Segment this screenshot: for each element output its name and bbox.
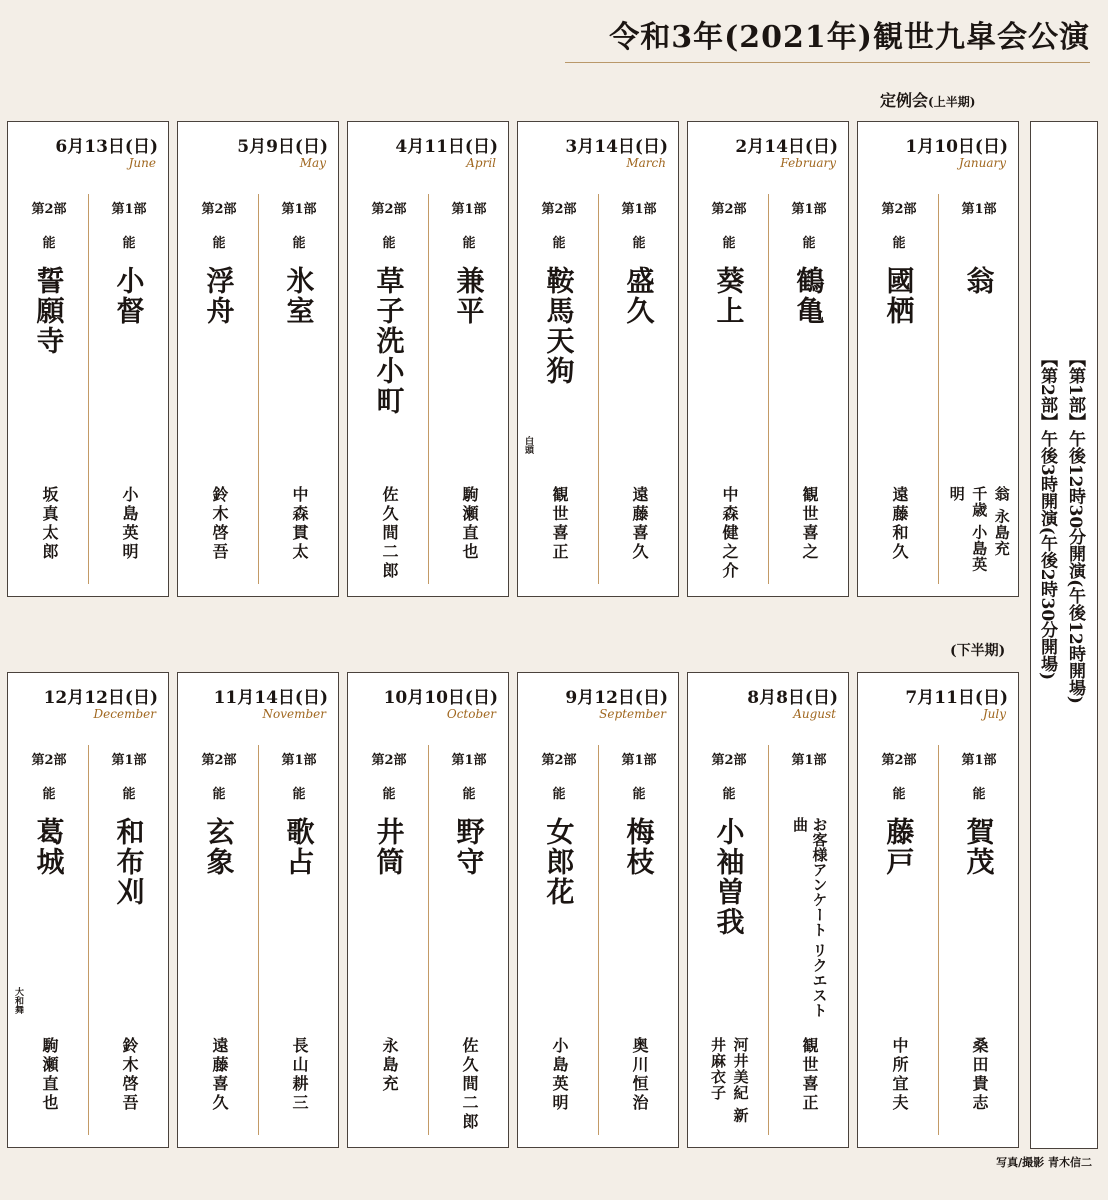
genre-label: 能	[802, 236, 816, 251]
genre-label: 能	[122, 236, 136, 251]
play-title-text: 氷室	[282, 266, 316, 326]
performer	[350, 486, 428, 586]
performance-card	[857, 672, 1019, 1148]
second-half-label: (下半期)	[950, 643, 1006, 659]
part-label: 第2部	[201, 202, 237, 217]
performance-date: 11月14日(日)	[213, 688, 328, 708]
part-label: 第1部	[791, 753, 827, 768]
play-title	[860, 817, 938, 1027]
genre-label: 能	[552, 236, 566, 251]
play-title-text: 歌占	[282, 817, 316, 877]
performer	[940, 486, 1018, 586]
part1-column	[940, 737, 1018, 1137]
play-title-text: 國栖	[882, 266, 916, 326]
performance-card	[857, 121, 1019, 597]
performer	[520, 1037, 598, 1137]
genre-label: 能	[722, 787, 736, 802]
part1-column	[770, 186, 848, 586]
play-title	[940, 266, 1018, 476]
part2-column	[690, 186, 768, 586]
part-label: 第2部	[371, 753, 407, 768]
genre-label: 能	[382, 236, 396, 251]
part-label: 第1部	[791, 202, 827, 217]
performer	[260, 486, 338, 586]
play-title-text: 和布刈	[112, 817, 146, 907]
performance-month: October	[446, 707, 496, 721]
performer	[180, 486, 258, 586]
part2-column	[350, 737, 428, 1137]
part-divider	[938, 745, 939, 1135]
part-divider	[598, 194, 599, 584]
performer	[690, 1037, 768, 1137]
performer	[350, 1037, 428, 1137]
play-title	[430, 817, 508, 1027]
genre-label: 能	[212, 236, 226, 251]
play-title-text: 鶴亀	[792, 266, 826, 326]
performer-name: 中森貫太	[290, 486, 309, 562]
play-title-text: 藤戸	[882, 817, 916, 877]
variant-note: 白頭	[523, 436, 533, 454]
performer-name: 中所宜夫	[890, 1037, 909, 1113]
play-title-text: 草子洗小町	[372, 266, 406, 416]
genre-label: 能	[42, 787, 56, 802]
performer	[860, 486, 938, 586]
performer-name: 永島充	[380, 1037, 399, 1094]
performance-date: 12月12日(日)	[43, 688, 158, 708]
part1-column	[600, 737, 678, 1137]
play-title	[90, 266, 168, 476]
performer	[690, 486, 768, 586]
performance-card	[7, 672, 169, 1148]
performance-month: December	[93, 707, 156, 721]
genre-label: 能	[462, 787, 476, 802]
part-divider	[768, 745, 769, 1135]
play-title	[690, 266, 768, 476]
part-label: 第1部	[111, 753, 147, 768]
genre-label: 能	[292, 236, 306, 251]
part-label: 第1部	[621, 202, 657, 217]
performer-name: 桑田貴志	[970, 1037, 989, 1113]
play-title-text: お客様アンケート リクエスト曲	[791, 817, 829, 1018]
part2-column	[350, 186, 428, 586]
part-label: 第2部	[31, 753, 67, 768]
part1-column	[600, 186, 678, 586]
play-title	[770, 266, 848, 476]
part1-column	[90, 186, 168, 586]
part-divider	[428, 745, 429, 1135]
genre-label: 能	[632, 787, 646, 802]
performer-name: 河井美紀 新井麻衣子	[709, 1037, 750, 1124]
part-label: 第2部	[881, 753, 917, 768]
performance-card	[7, 121, 169, 597]
genre-label: 能	[42, 236, 56, 251]
genre-label: 能	[632, 236, 646, 251]
performer-name: 中森健之介	[720, 486, 739, 581]
performance-date: 2月14日(日)	[735, 137, 838, 157]
genre-label: 能	[892, 787, 906, 802]
part-divider	[938, 194, 939, 584]
play-title	[600, 266, 678, 476]
performance-month: January	[958, 156, 1006, 170]
performer	[600, 486, 678, 586]
part1-start-time: 【第1部】午後12時30分開演(午後12時開場)	[1065, 350, 1085, 704]
part-label: 第1部	[281, 202, 317, 217]
play-title-text: 野守	[452, 817, 486, 877]
part-divider	[598, 745, 599, 1135]
performance-month: March	[626, 156, 666, 170]
part1-column	[940, 186, 1018, 586]
part2-column	[520, 186, 598, 586]
performer-name: 遠藤和久	[890, 486, 909, 562]
play-title-text: 葵上	[712, 266, 746, 326]
genre-label: 能	[722, 236, 736, 251]
performer	[10, 1037, 88, 1137]
play-title-text: 鞍馬天狗	[542, 266, 576, 386]
play-title	[520, 817, 598, 1027]
performance-month: September	[599, 707, 666, 721]
performer-name: 鈴木啓吾	[120, 1037, 139, 1113]
part2-column	[10, 737, 88, 1137]
performance-card	[177, 672, 339, 1148]
play-title-text: 小督	[112, 266, 146, 326]
start-time-panel	[1030, 121, 1098, 1149]
performance-card	[347, 672, 509, 1148]
genre-label: 能	[212, 787, 226, 802]
performer	[770, 486, 848, 586]
performer-name: 奥川恒治	[630, 1037, 649, 1113]
teireikai-label: 定例会	[880, 91, 929, 110]
part-label: 第1部	[451, 202, 487, 217]
part-label: 第2部	[711, 202, 747, 217]
performer	[430, 486, 508, 586]
performer	[90, 1037, 168, 1137]
play-title	[770, 817, 848, 1027]
performer-name: 遠藤喜久	[210, 1037, 229, 1113]
play-title-text: 玄象	[202, 817, 236, 877]
performer-name: 駒瀬直也	[40, 1037, 59, 1113]
performer-name: 観世喜之	[800, 486, 819, 562]
part2-start-time: 【第2部】午後3時開演(午後2時30分開場)	[1037, 350, 1057, 681]
title-divider	[565, 62, 1090, 63]
part-label: 第2部	[31, 202, 67, 217]
variant-note: 大和舞	[13, 987, 23, 1014]
performance-month: August	[793, 707, 836, 721]
performer	[520, 486, 598, 586]
performer-name: 鈴木啓吾	[210, 486, 229, 562]
performer-name: 駒瀬直也	[460, 486, 479, 562]
play-title	[350, 266, 428, 476]
play-title-text: 盛久	[622, 266, 656, 326]
performer-name: 佐久間二郎	[380, 486, 399, 581]
genre-label: 能	[972, 787, 986, 802]
part-divider	[258, 194, 259, 584]
part-divider	[88, 194, 89, 584]
performance-month: February	[780, 156, 836, 170]
play-title	[600, 817, 678, 1027]
play-title-text: 賀茂	[962, 817, 996, 877]
performance-month: May	[299, 156, 326, 170]
genre-label: 能	[892, 236, 906, 251]
genre-label: 能	[122, 787, 136, 802]
play-title	[260, 266, 338, 476]
part1-column	[260, 737, 338, 1137]
performance-date: 8月8日(日)	[747, 688, 838, 708]
play-title	[10, 266, 88, 476]
performance-month: July	[982, 707, 1006, 721]
genre-label: 能	[462, 236, 476, 251]
performer	[860, 1037, 938, 1137]
play-title-text: 浮舟	[202, 266, 236, 326]
performer-name: 観世喜正	[800, 1037, 819, 1113]
part-label: 第2部	[541, 202, 577, 217]
performance-card	[687, 672, 849, 1148]
performer	[940, 1037, 1018, 1137]
performance-month: June	[128, 156, 156, 170]
part2-column	[520, 737, 598, 1137]
performance-date: 1月10日(日)	[905, 137, 1008, 157]
performer-name: 小島英明	[120, 486, 139, 562]
performer-name: 観世喜正	[550, 486, 569, 562]
performance-card	[347, 121, 509, 597]
part-label: 第1部	[281, 753, 317, 768]
photo-credit: 写真/撮影 青木信二	[996, 1156, 1092, 1169]
play-title-text: 兼平	[452, 266, 486, 326]
play-title	[90, 817, 168, 1027]
performer-name: 遠藤喜久	[630, 486, 649, 562]
play-title	[180, 266, 258, 476]
performer-name: 坂真太郎	[40, 486, 59, 562]
part-divider	[428, 194, 429, 584]
performer	[90, 486, 168, 586]
genre-label: 能	[382, 787, 396, 802]
play-title	[260, 817, 338, 1027]
performer	[770, 1037, 848, 1137]
part-label: 第2部	[881, 202, 917, 217]
play-title	[940, 817, 1018, 1027]
performer-name: 翁 永島充 千歳 小島英明	[947, 486, 1011, 573]
part-divider	[88, 745, 89, 1135]
part-label: 第2部	[711, 753, 747, 768]
part-divider	[258, 745, 259, 1135]
part1-column	[430, 737, 508, 1137]
part1-column	[260, 186, 338, 586]
performance-date: 10月10日(日)	[383, 688, 498, 708]
performance-date: 6月13日(日)	[55, 137, 158, 157]
part-label: 第2部	[201, 753, 237, 768]
performance-card	[517, 672, 679, 1148]
performance-date: 7月11日(日)	[905, 688, 1008, 708]
performer	[260, 1037, 338, 1137]
performer-name: 小島英明	[550, 1037, 569, 1113]
play-title-text: 葛城	[32, 817, 66, 877]
part2-column	[860, 186, 938, 586]
play-title-text: 梅枝	[622, 817, 656, 877]
part-divider	[768, 194, 769, 584]
play-title-text: 小袖曽我	[712, 817, 746, 937]
play-title	[180, 817, 258, 1027]
performance-month: November	[262, 707, 326, 721]
play-title-text: 女郎花	[542, 817, 576, 907]
performer-name: 長山耕三	[290, 1037, 309, 1113]
part-label: 第1部	[451, 753, 487, 768]
performance-date: 3月14日(日)	[565, 137, 668, 157]
genre-label: 能	[552, 787, 566, 802]
play-title-text: 翁	[962, 266, 996, 296]
part2-column	[10, 186, 88, 586]
part2-column	[180, 186, 258, 586]
part-label: 第2部	[541, 753, 577, 768]
performer	[10, 486, 88, 586]
performer	[180, 1037, 258, 1137]
play-title	[860, 266, 938, 476]
part-label: 第2部	[371, 202, 407, 217]
performer	[600, 1037, 678, 1137]
performance-date: 4月11日(日)	[395, 137, 498, 157]
part-label: 第1部	[621, 753, 657, 768]
part1-column	[90, 737, 168, 1137]
part1-column	[430, 186, 508, 586]
play-title	[690, 817, 768, 1027]
performance-date: 9月12日(日)	[565, 688, 668, 708]
play-title	[350, 817, 428, 1027]
performer	[430, 1037, 508, 1137]
performer-name: 佐久間二郎	[460, 1037, 479, 1132]
part-label: 第1部	[961, 753, 997, 768]
performance-date: 5月9日(日)	[237, 137, 328, 157]
play-title-text: 井筒	[372, 817, 406, 877]
performance-card	[517, 121, 679, 597]
part-label: 第1部	[961, 202, 997, 217]
performance-card	[177, 121, 339, 597]
performance-month: April	[466, 156, 496, 170]
part2-column	[860, 737, 938, 1137]
genre-label: 能	[292, 787, 306, 802]
play-title	[430, 266, 508, 476]
part2-column	[690, 737, 768, 1137]
first-half-label	[880, 88, 975, 111]
play-title-text: 誓願寺	[32, 266, 66, 356]
part-label: 第1部	[111, 202, 147, 217]
page-title: 令和3年(2021年)観世九皐会公演	[609, 20, 1090, 55]
performance-card	[687, 121, 849, 597]
part1-column	[770, 737, 848, 1137]
part2-column	[180, 737, 258, 1137]
first-half-sub: (上半期)	[928, 95, 976, 109]
